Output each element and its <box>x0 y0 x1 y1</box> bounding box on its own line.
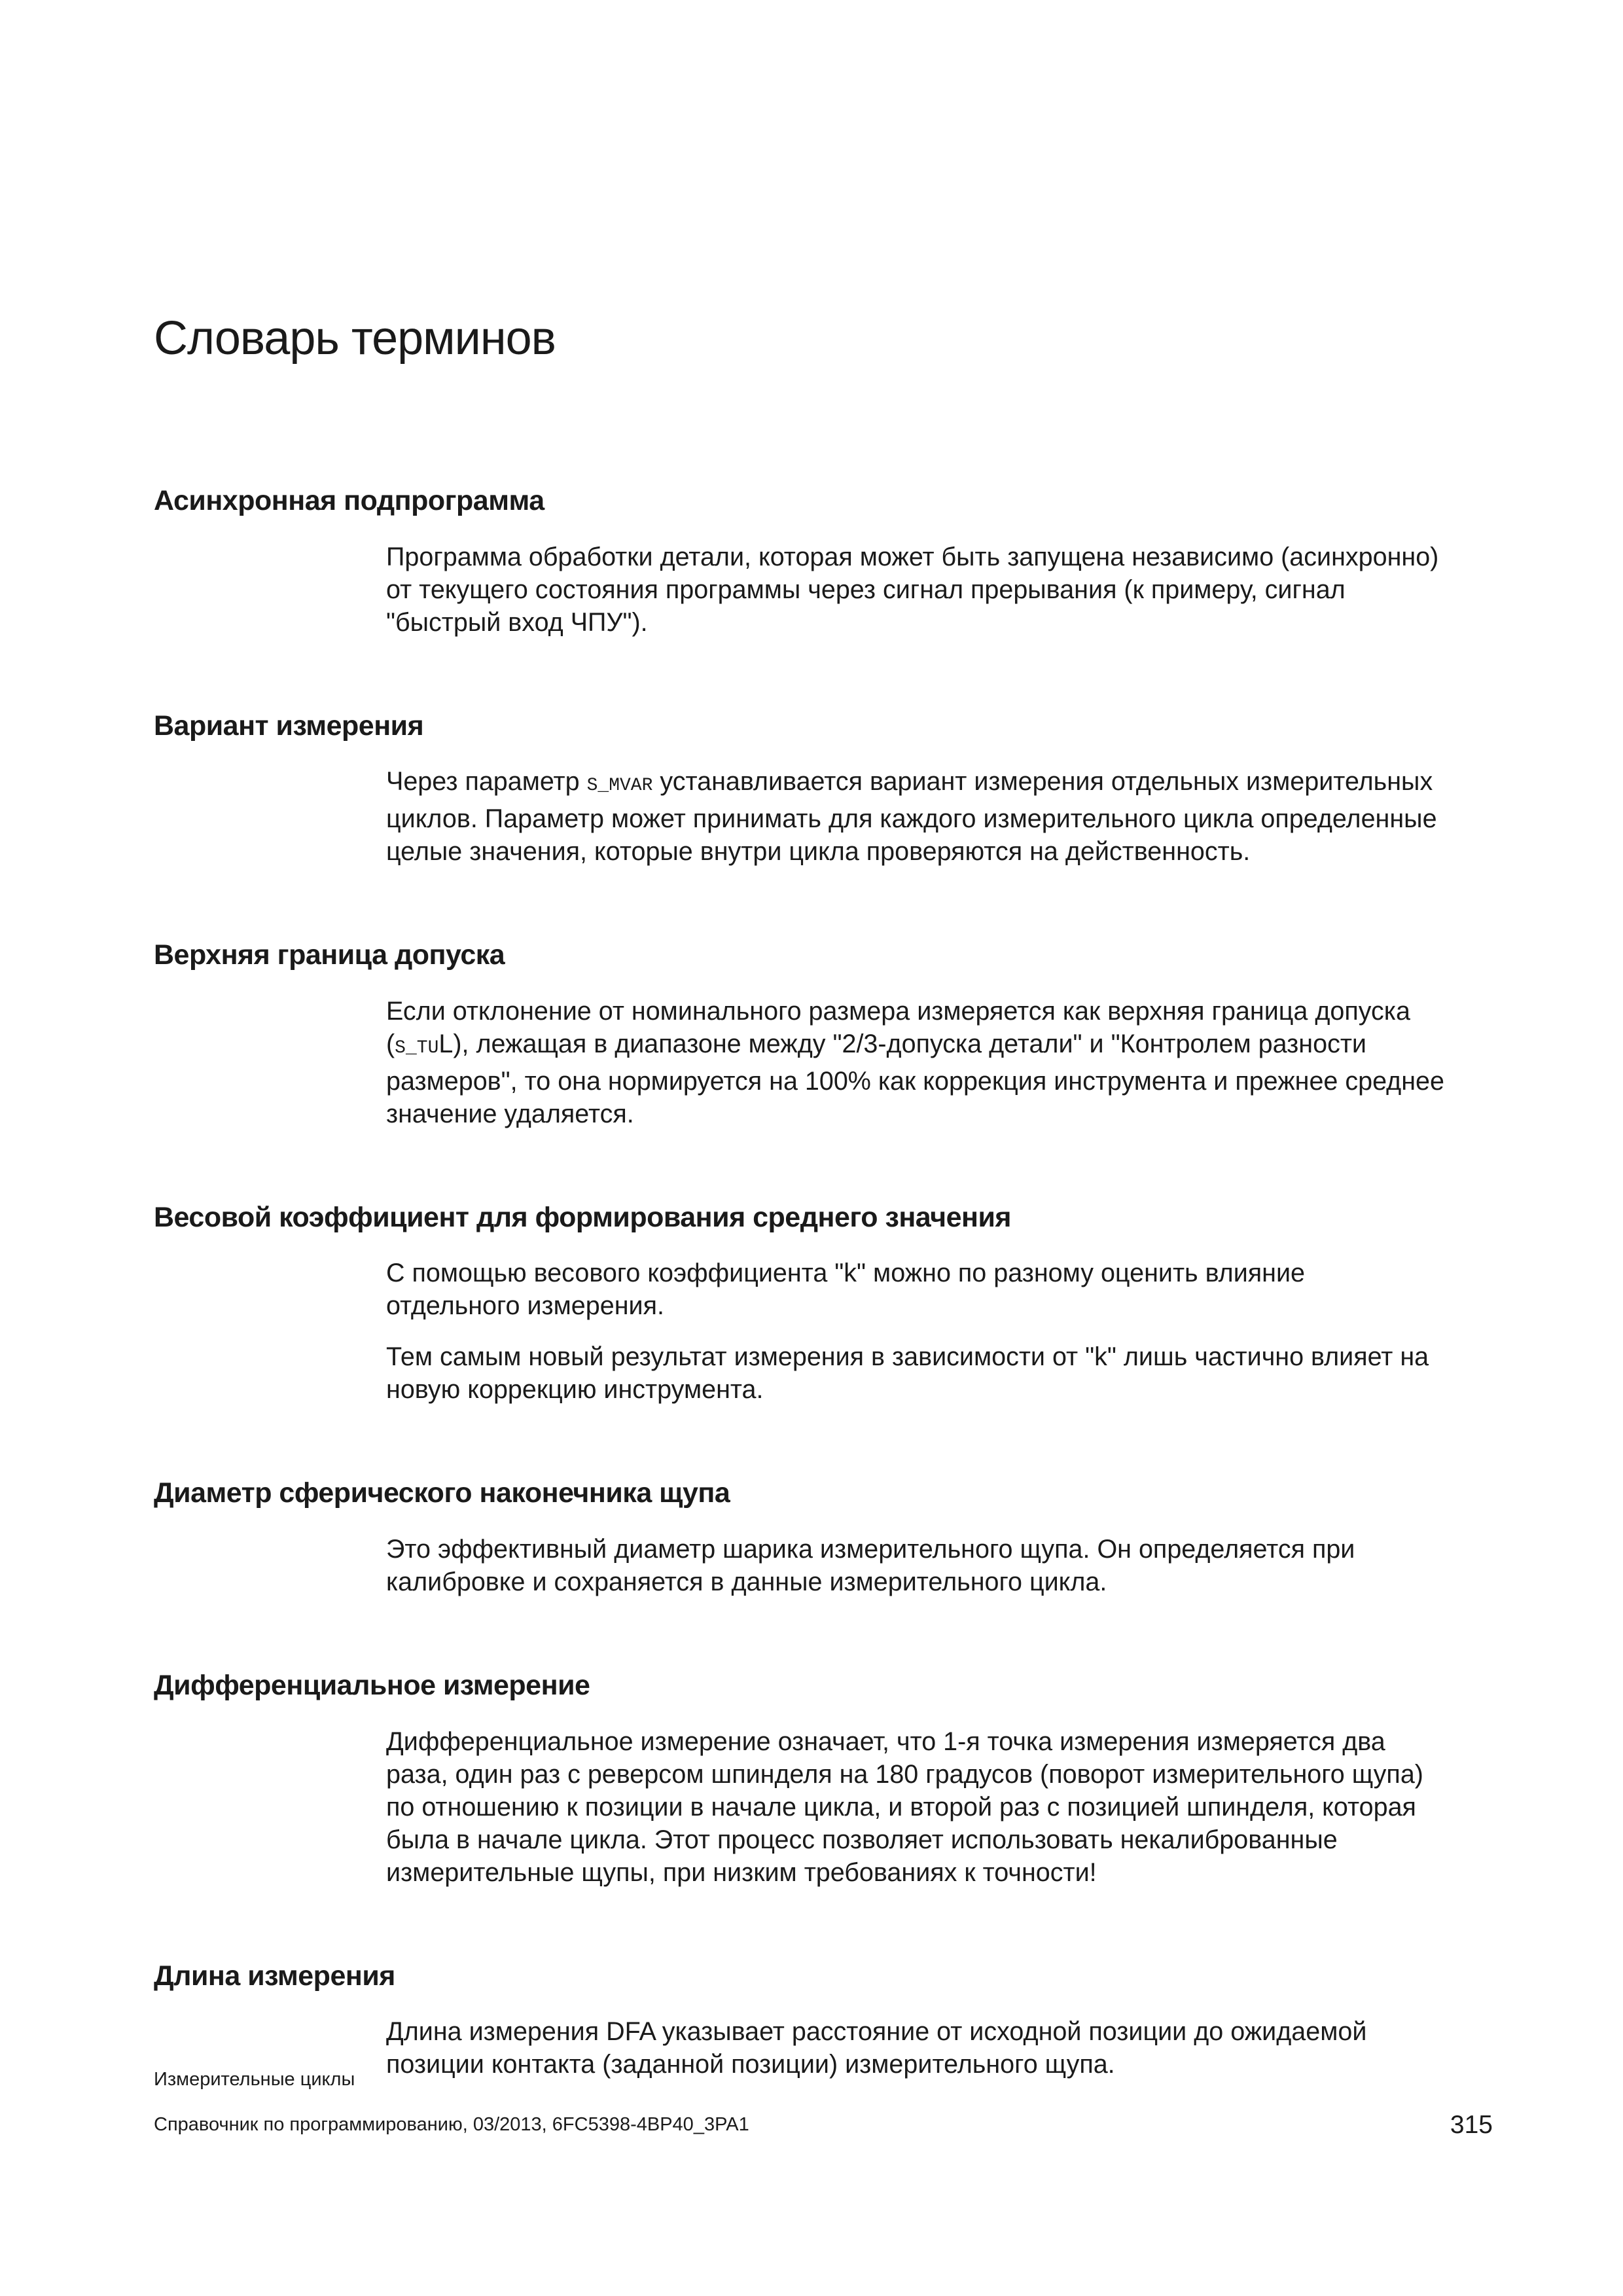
term-heading: Вариант измерения <box>154 709 424 742</box>
page-number: 315 <box>1450 2111 1493 2139</box>
definition-line: от текущего состояния программы через сигнал прерывания (к примеру, сигнал <box>386 575 1346 604</box>
term-definition <box>386 995 1502 1130</box>
glossary-entry <box>154 484 1502 639</box>
definition-text: устанавливается вариант измерения отдельных измерительных <box>652 767 1433 797</box>
term-definition <box>386 541 1502 639</box>
definition-line: Программа обработки детали, которая может быть запущена независимо (асинхронно) <box>386 542 1439 571</box>
definition-line: измерительные щупы, при низким требованиях к точности! <box>386 1857 1097 1887</box>
glossary <box>154 484 1502 2151</box>
term-heading: Диаметр сферического наконечника щупа <box>154 1477 730 1509</box>
definition-line: Тем самым новый результат измерения в зависимости от "k" лишь частично влияет на <box>386 1342 1429 1372</box>
glossary-entry <box>154 939 1502 1130</box>
glossary-entry <box>154 1960 1502 2081</box>
term-heading: Весовой коэффициент для формирования среднего значения <box>154 1201 1012 1233</box>
term-definition <box>386 1340 1502 1406</box>
definition-line: "быстрый вход ЧПУ"). <box>386 607 648 637</box>
definition-line: была в начале цикла. Этот процесс позволяет использовать некалиброванные <box>386 1825 1338 1854</box>
footer-document-series: Измерительные циклы <box>154 2069 355 2090</box>
glossary-entry <box>154 1201 1502 1407</box>
footer-document-info: Справочник по программированию, 03/2013, 6FC5398-4BP40_3PA1 <box>154 2113 749 2135</box>
glossary-entry <box>154 1477 1502 1598</box>
definition-line: раза, один раз с реверсом шпинделя на 180 градусов (поворот измерительного щупа) <box>386 1759 1423 1789</box>
definition-line: Длина измерения DFA указывает расстояние от исходной позиции до ожидаемой <box>386 2017 1367 2047</box>
definition-line: Если отклонение от номинального размера измеряется как верхняя граница допуска <box>386 996 1410 1026</box>
parameter-code: S_MVAR <box>586 776 653 797</box>
definition-text: L), лежащая в диапазоне между "2/3-допуска детали" и "Контролем разности <box>438 1029 1366 1058</box>
definition-line: Это эффективный диаметр шарика измерительного щупа. Он определяется при <box>386 1534 1355 1564</box>
term-definition <box>386 1257 1502 1322</box>
definition-text: ( <box>386 1029 395 1058</box>
glossary-entry <box>154 1669 1502 1889</box>
term-definition <box>386 1533 1502 1598</box>
definition-line: отдельного измерения. <box>386 1291 664 1321</box>
definition-line: размеров", то она нормируется на 100% как коррекция инструмента и прежнее среднее <box>386 1066 1444 1096</box>
definition-line: циклов. Параметр может принимать для каждого измерительного цикла определенные <box>386 804 1437 834</box>
term-heading: Асинхронная подпрограмма <box>154 485 544 516</box>
definition-line: целые значения, которые внутри цикла проверяются на действенность. <box>386 837 1251 867</box>
term-heading: Дифференциальное измерение <box>154 1669 590 1701</box>
glossary-entry <box>154 709 1502 869</box>
definition-line: калибровке и сохраняется в данные измерительного цикла. <box>386 1567 1107 1596</box>
definition-line: С помощью весового коэффициента "k" можно по разному оценить влияние <box>386 1259 1306 1288</box>
definition-line: новую коррекцию инструмента. <box>386 1375 764 1405</box>
term-heading: Длина измерения <box>154 1960 395 1992</box>
page-footer <box>154 2068 1493 2139</box>
definition-text: Через параметр <box>386 767 587 797</box>
parameter-code: S_TU <box>395 1037 439 1058</box>
definition-line: по отношению к позиции в начале цикла, и второй раз с позицией шпинделя, которая <box>386 1792 1416 1821</box>
definition-line: Дифференциальное измерение означает, что 1-я точка измерения измеряется два <box>386 1727 1385 1756</box>
definition-line: позиции контакта (заданной позиции) измерительного щупа. <box>386 2050 1115 2079</box>
term-definition <box>386 1725 1502 1889</box>
definition-line: значение удаляется. <box>386 1099 634 1128</box>
term-heading: Верхняя граница допуска <box>154 939 505 971</box>
page-title: Словарь терминов <box>154 312 556 365</box>
term-definition <box>386 765 1502 868</box>
